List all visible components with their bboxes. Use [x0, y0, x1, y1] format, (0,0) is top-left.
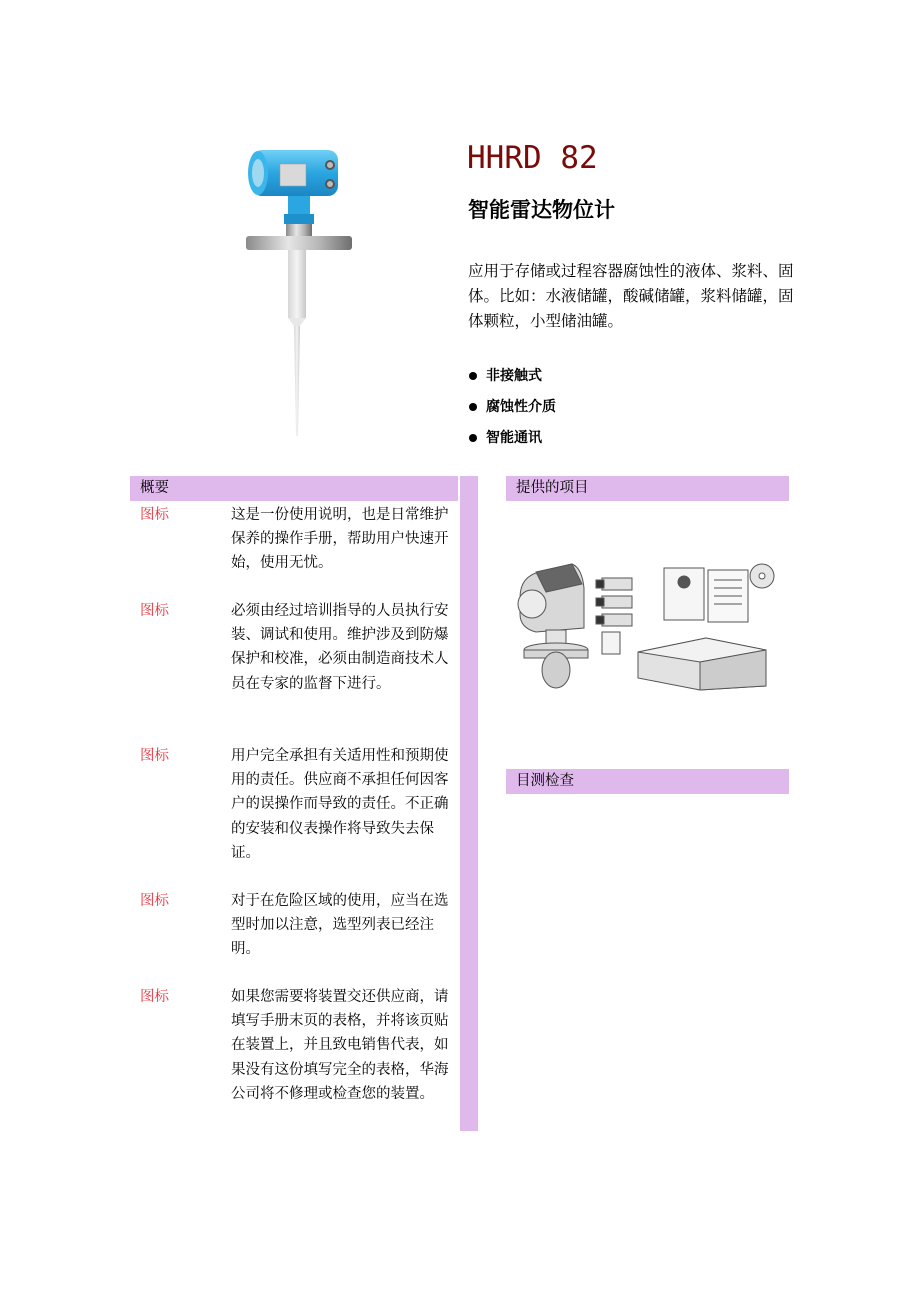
note-item — [140, 889, 460, 969]
note-text: 如果您需要将装置交还供应商，请填写手册末页的表格，并将该页贴在装置上，并且致电销售代表，如果没有这份填写完全的表格，华海公司将不修理或检查您的装置。 — [231, 989, 449, 1102]
overview-header — [130, 476, 458, 501]
supplied-items-header — [506, 476, 789, 501]
visual-inspection-title: 目测检查 — [516, 773, 574, 789]
feature-item — [468, 360, 556, 391]
note-item — [140, 744, 460, 874]
note-item — [140, 599, 460, 729]
note-icon-label: 图标 — [140, 507, 169, 523]
supplied-items-title: 提供的项目 — [516, 480, 589, 496]
feature-label: 腐蚀性介质 — [486, 398, 556, 415]
product-description: 应用于存储或过程容器腐蚀性的液体、浆料、固体。比如：水液储罐，酸碱储罐，浆料储罐，固体颗粒，小型储油罐。 — [468, 262, 794, 330]
bullet-icon — [469, 434, 477, 442]
note-text: 用户完全承担有关适用性和预期使用的责任。供应商不承担任何因客户的误操作而导致的责任。不正确的安装和仪表操作将导致失去保证。 — [231, 748, 449, 861]
product-subtitle: 智能雷达物位计 — [468, 198, 615, 222]
feature-label: 智能通讯 — [486, 429, 542, 446]
note-item — [140, 985, 460, 1135]
note-icon-label: 图标 — [140, 989, 169, 1005]
supplied-items-illustration — [510, 558, 785, 693]
note-text: 对于在危险区域的使用，应当在选型时加以注意，选型列表已经注明。 — [231, 893, 449, 958]
section-divider-strip — [460, 476, 478, 1131]
bullet-icon — [469, 372, 477, 380]
visual-inspection-header — [506, 769, 789, 794]
bullet-icon — [469, 403, 477, 411]
note-text: 这是一份使用说明，也是日常维护保养的操作手册，帮助用户快速开始，使用无忧。 — [231, 507, 449, 572]
note-icon-label: 图标 — [140, 748, 169, 764]
note-icon-label: 图标 — [140, 603, 169, 619]
feature-label: 非接触式 — [486, 367, 542, 384]
note-item — [140, 503, 460, 583]
feature-item — [468, 391, 556, 422]
product-image — [238, 140, 358, 440]
overview-title: 概要 — [140, 480, 169, 496]
feature-item — [468, 422, 556, 453]
feature-list — [468, 360, 556, 453]
model-title: HHRD 82 — [467, 140, 598, 176]
note-icon-label: 图标 — [140, 893, 169, 909]
note-text: 必须由经过培训指导的人员执行安装、调试和使用。维护涉及到防爆保护和校准，必须由制造商技术人员在专家的监督下进行。 — [231, 603, 449, 692]
